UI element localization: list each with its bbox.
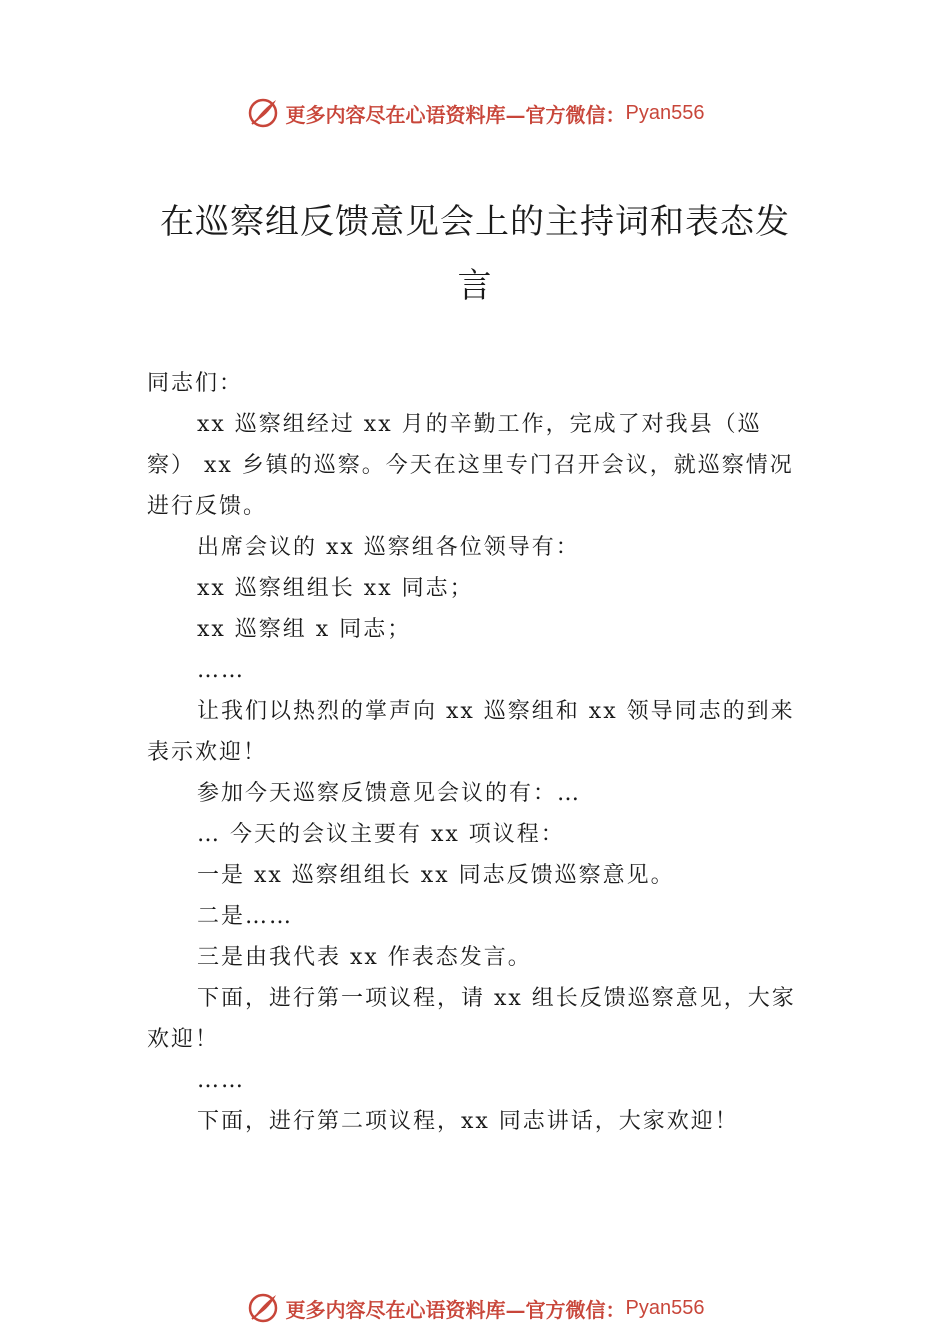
header-watermark	[0, 96, 950, 130]
paragraph: xx 巡察组经过 xx 月的辛勤工作，完成了对我县（巡察） xx 乡镇的巡察。今天在这里专门召开会议，就巡察情况进行反馈。	[147, 412, 794, 519]
paragraph: 三是由我代表 xx 作表态发言。	[197, 945, 532, 970]
paragraph: 下面，进行第一项议程，请 xx 组长反馈巡察意见，大家欢迎！	[147, 986, 796, 1052]
paragraph: 下面，进行第二项议程，xx 同志讲话，大家欢迎！	[197, 1109, 739, 1134]
quill-logo-icon	[246, 96, 280, 130]
watermark-text: 更多内容尽在心语资料库—官方微信：	[285, 1297, 626, 1322]
watermark-text: 更多内容尽在心语资料库—官方微信：	[285, 102, 626, 127]
document-title: 在巡察组反馈意见会上的主持词和表态发言	[160, 202, 790, 306]
document-body	[147, 363, 807, 1142]
paragraph: 一是 xx 巡察组组长 xx 同志反馈巡察意见。	[197, 863, 675, 888]
paragraph: ……	[197, 1068, 245, 1093]
salutation: 同志们：	[147, 371, 244, 396]
paragraph: xx 巡察组 x 同志；	[197, 617, 412, 642]
footer-watermark	[0, 1291, 950, 1325]
paragraph: … 今天的会议主要有 xx 项议程：	[197, 822, 565, 847]
watermark-wechat-id: Pyan556	[625, 101, 705, 124]
quill-logo-icon	[246, 1291, 280, 1325]
paragraph: 让我们以热烈的掌声向 xx 巡察组和 xx 领导同志的到来表示欢迎！	[147, 699, 795, 765]
paragraph: xx 巡察组组长 xx 同志；	[197, 576, 474, 601]
paragraph: 出席会议的 xx 巡察组各位领导有：	[197, 535, 580, 560]
paragraph: 参加今天巡察反馈意见会议的有：…	[197, 781, 582, 806]
paragraph: 二是……	[197, 904, 294, 929]
watermark-wechat-id: Pyan556	[625, 1296, 705, 1319]
paragraph: ……	[197, 658, 245, 683]
